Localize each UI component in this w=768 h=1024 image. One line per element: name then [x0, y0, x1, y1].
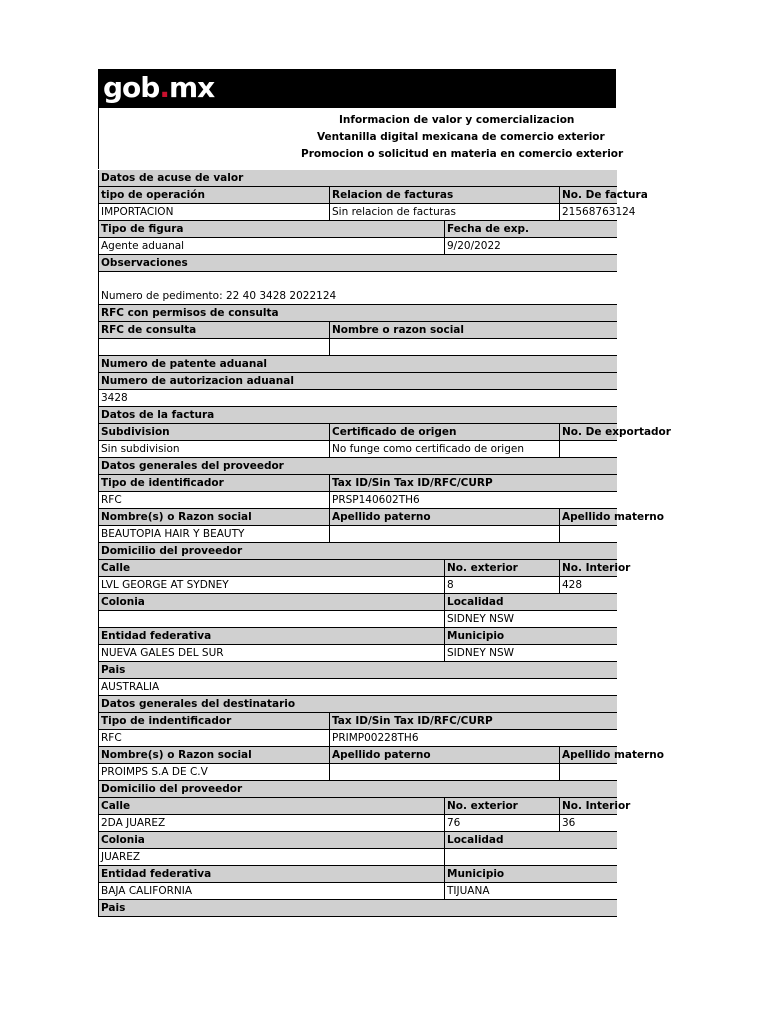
field-value [559, 526, 617, 543]
field-label: Nombre o razon social [329, 322, 617, 339]
header-row [98, 832, 616, 849]
field-value: PROIMPS S.A DE C.V [99, 764, 329, 781]
field-value [329, 764, 559, 781]
field-label: Municipio [444, 866, 617, 883]
field-label: Domicilio del proveedor [99, 781, 617, 798]
field-label: Entidad federativa [99, 866, 444, 883]
field-value [99, 339, 329, 356]
field-label: Subdivision [99, 424, 329, 441]
header-row [98, 170, 616, 187]
title-line-3: Promocion o solicitud en materia en comercio exterior [301, 148, 624, 160]
field-value: LVL GEORGE AT SYDNEY [99, 577, 444, 594]
header-row [98, 475, 616, 492]
gob-mx-logo: gob.mx [103, 71, 215, 104]
field-label: Tipo de identificador [99, 475, 329, 492]
field-value: PRIMP00228TH6 [329, 730, 617, 747]
header-row [98, 662, 616, 679]
field-label: tipo de operación [99, 187, 329, 204]
field-label: Apellido paterno [329, 509, 559, 526]
header-row [98, 322, 616, 339]
value-row [98, 849, 616, 866]
field-value [559, 441, 617, 458]
field-value [99, 611, 444, 628]
title-line-2: Ventanilla digital mexicana de comercio exterior [317, 131, 605, 143]
gob-mx-banner [98, 69, 616, 108]
field-label: Colonia [99, 594, 444, 611]
value-row [98, 730, 616, 747]
field-label: Pais [99, 662, 617, 679]
field-label: Localidad [444, 594, 617, 611]
field-value: RFC [99, 730, 329, 747]
field-label: Apellido materno [559, 509, 617, 526]
value-row [98, 883, 616, 900]
field-label: Tax ID/Sin Tax ID/RFC/CURP [329, 713, 617, 730]
field-label: Apellido materno [559, 747, 617, 764]
value-row [98, 492, 616, 509]
field-value: NUEVA GALES DEL SUR [99, 645, 444, 662]
field-label: Datos generales del destinatario [99, 696, 617, 713]
header-row [98, 696, 616, 713]
field-label: Nombre(s) o Razon social [99, 747, 329, 764]
field-label: Fecha de exp. [444, 221, 617, 238]
field-value: JUAREZ [99, 849, 444, 866]
value-row [98, 204, 636, 221]
value-row [98, 645, 616, 662]
field-label: Numero de patente aduanal [99, 356, 617, 373]
field-label: No. De factura [559, 187, 617, 204]
field-value [329, 526, 559, 543]
value-row [98, 577, 616, 594]
header-row [98, 900, 616, 917]
value-row [98, 764, 616, 781]
field-label: Entidad federativa [99, 628, 444, 645]
field-value: 9/20/2022 [444, 238, 617, 255]
field-value: BEAUTOPIA HAIR Y BEAUTY [99, 526, 329, 543]
value-row [98, 611, 616, 628]
field-value: 21568763124 [559, 204, 617, 221]
field-label: Localidad [444, 832, 617, 849]
field-label: Apellido paterno [329, 747, 559, 764]
field-label: Relacion de facturas [329, 187, 559, 204]
header-row [98, 509, 664, 526]
value-row [98, 390, 616, 407]
header-row [98, 560, 631, 577]
field-label: Datos de la factura [99, 407, 617, 424]
field-value: Sin relacion de facturas [329, 204, 559, 221]
field-label: Municipio [444, 628, 617, 645]
header-row [98, 866, 616, 883]
field-value: AUSTRALIA [99, 679, 617, 696]
header-row [98, 458, 616, 475]
field-label: Tax ID/Sin Tax ID/RFC/CURP [329, 475, 617, 492]
field-label: Calle [99, 798, 444, 815]
field-label: Tipo de indentificador [99, 713, 329, 730]
field-value: Agente aduanal [99, 238, 444, 255]
field-value: IMPORTACION [99, 204, 329, 221]
field-value [329, 339, 617, 356]
field-value: SIDNEY NSW [444, 611, 617, 628]
header-row [98, 798, 631, 815]
field-value: RFC [99, 492, 329, 509]
header-row [98, 356, 616, 373]
field-label: RFC de consulta [99, 322, 329, 339]
field-value: PRSP140602TH6 [329, 492, 617, 509]
header-row [98, 713, 616, 730]
field-label: Datos de acuse de valor [99, 170, 617, 187]
value-row [98, 441, 616, 458]
field-label: Observaciones [99, 255, 617, 272]
header-row [98, 594, 616, 611]
field-label: Domicilio del proveedor [99, 543, 617, 560]
field-label: No. Interior [559, 560, 617, 577]
field-value: 428 [559, 577, 617, 594]
header-row [98, 187, 648, 204]
header-row [98, 255, 616, 272]
header-row [98, 747, 664, 764]
field-label: Nombre(s) o Razon social [99, 509, 329, 526]
field-label: No. exterior [444, 560, 559, 577]
value-row [98, 339, 616, 356]
field-value: 8 [444, 577, 559, 594]
field-value: SIDNEY NSW [444, 645, 617, 662]
header-row [98, 628, 616, 645]
field-label: Numero de autorizacion aduanal [99, 373, 617, 390]
field-value [559, 764, 617, 781]
field-label: Pais [99, 900, 617, 917]
field-value: 3428 [99, 390, 617, 407]
field-label: Tipo de figura [99, 221, 444, 238]
field-value: BAJA CALIFORNIA [99, 883, 444, 900]
value-row [98, 272, 616, 305]
field-value [444, 849, 617, 866]
value-row [98, 238, 616, 255]
field-value: TIJUANA [444, 883, 617, 900]
form-titles [98, 108, 624, 169]
header-row [98, 305, 616, 322]
header-row [98, 543, 616, 560]
header-row [98, 373, 616, 390]
header-row [98, 781, 616, 798]
field-label: Calle [99, 560, 444, 577]
form-table [98, 170, 671, 917]
field-label: Datos generales del proveedor [99, 458, 617, 475]
value-row [98, 526, 616, 543]
field-label: No. Interior [559, 798, 617, 815]
field-label: No. exterior [444, 798, 559, 815]
field-value: 36 [559, 815, 617, 832]
field-value: No funge como certificado de origen [329, 441, 559, 458]
form-sheet [98, 69, 671, 922]
field-label: Colonia [99, 832, 444, 849]
value-row [98, 815, 616, 832]
title-line-1: Informacion de valor y comercializacion [339, 114, 575, 126]
field-value: Sin subdivision [99, 441, 329, 458]
header-row [98, 407, 616, 424]
field-label: Certificado de origen [329, 424, 559, 441]
field-label: No. De exportador [559, 424, 617, 441]
field-value: 76 [444, 815, 559, 832]
field-label: RFC con permisos de consulta [99, 305, 617, 322]
field-value: 2DA JUAREZ [99, 815, 444, 832]
value-row [98, 679, 616, 696]
header-row [98, 221, 616, 238]
header-row [98, 424, 671, 441]
field-value: Numero de pedimento: 22 40 3428 2022124 [99, 272, 617, 305]
